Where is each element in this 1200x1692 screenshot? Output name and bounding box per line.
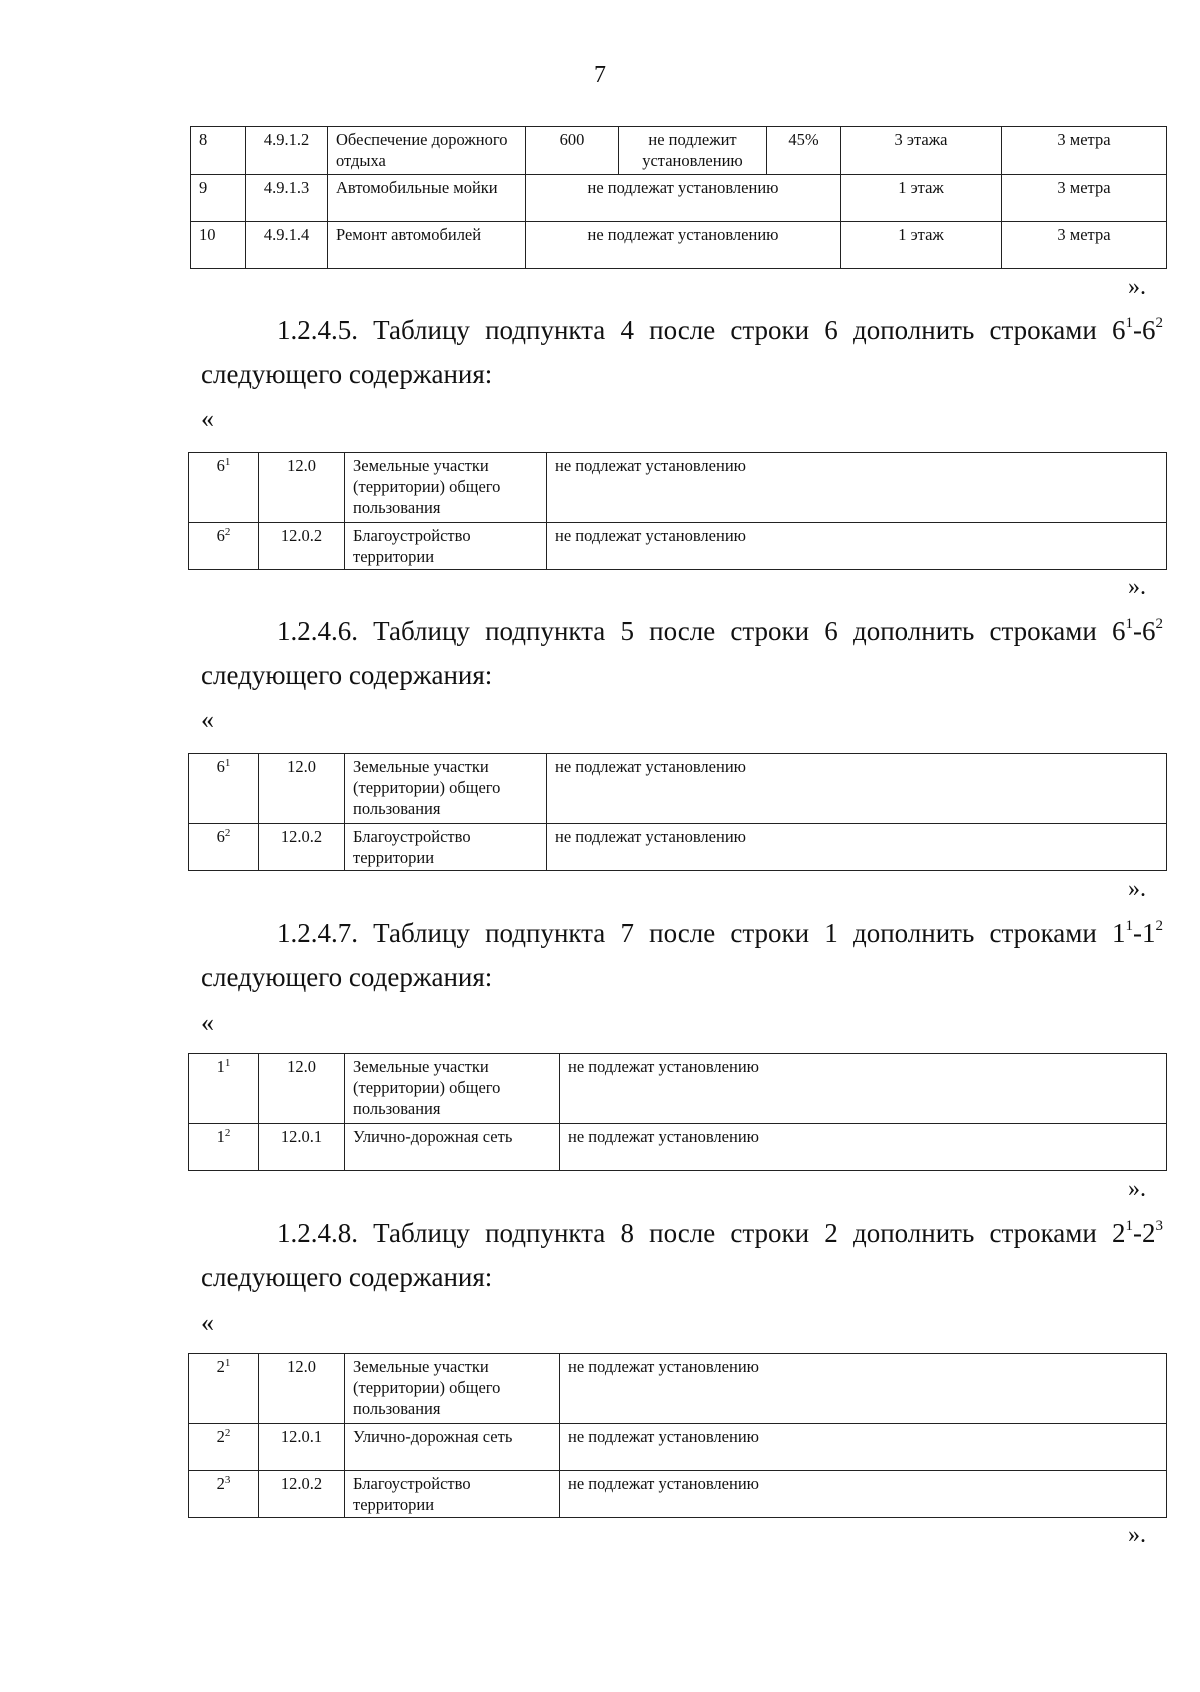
type-name: Земельные участки (территории) общего пользования — [345, 754, 547, 824]
type-code: 12.0.2 — [259, 824, 345, 871]
type-code: 12.0 — [259, 453, 345, 523]
parameter-value: не подлежат установлению — [560, 1354, 1167, 1424]
type-name: Земельные участки (территории) общего пользования — [345, 1354, 560, 1424]
type-name: Автомобильные мойки — [328, 175, 526, 222]
min-setback: 3 метра — [1002, 175, 1167, 222]
merged-parameters: не подлежат установлению — [526, 222, 841, 269]
type-code: 12.0.2 — [259, 523, 345, 570]
opening-quote: « — [201, 1308, 214, 1337]
table-top — [190, 126, 1167, 269]
row-number: $1^1$ — [189, 1054, 259, 1124]
row-number: $6^2$ — [189, 523, 259, 570]
closing-quote: ». — [1128, 1176, 1146, 1202]
type-name: Благоустройство территории — [345, 824, 547, 871]
amendment-table — [188, 1353, 1167, 1518]
table-row — [189, 523, 1167, 570]
parameter-value: не подлежат установлению — [560, 1424, 1167, 1471]
table-row — [189, 1471, 1167, 1518]
parameter-value: не подлежат установлению — [547, 824, 1167, 871]
min-setback: 3 метра — [1002, 127, 1167, 175]
merged-parameters: не подлежат установлению — [526, 175, 841, 222]
parameter-value: не подлежат установлению — [547, 453, 1167, 523]
amendment-paragraph: 1.2.4.6. Таблицу подпункта 5 после строки 6 дополнить строками $6^1-6^2$ следующего содержания: — [201, 609, 1163, 697]
paragraph-continuation: следующего содержания: — [201, 660, 493, 690]
type-code: 12.0 — [259, 754, 345, 824]
type-name: Благоустройство территории — [345, 523, 547, 570]
type-code: 12.0 — [259, 1054, 345, 1124]
amendment-paragraph: 1.2.4.5. Таблицу подпункта 4 после строки 6 дополнить строками $6^1-6^2$ следующего содержания: — [201, 308, 1163, 396]
amendment-table — [188, 753, 1167, 871]
table-row — [191, 127, 1167, 175]
table-row — [189, 1124, 1167, 1171]
amendment-table — [188, 1053, 1167, 1171]
parameter-value: не подлежат установлению — [547, 754, 1167, 824]
row-number: $2^3$ — [189, 1471, 259, 1518]
min-area: 600 — [526, 127, 619, 175]
row-number: $6^1$ — [189, 754, 259, 824]
amendment-paragraph: 1.2.4.7. Таблицу подпункта 7 после строки 1 дополнить строками $1^1-1^2$ следующего содержания: — [201, 911, 1163, 999]
type-code: 4.9.1.4 — [246, 222, 328, 269]
paragraph-continuation: следующего содержания: — [201, 359, 493, 389]
parameter-value: не подлежат установлению — [560, 1054, 1167, 1124]
type-name: Благоустройство территории — [345, 1471, 560, 1518]
table-row — [189, 453, 1167, 523]
paragraph-heading: 1.2.4.8. Таблицу подпункта 8 после строки 2 дополнить строками — [277, 1218, 1097, 1248]
row-number: 8 — [191, 127, 246, 175]
page-number: 7 — [594, 62, 606, 88]
paragraph-continuation: следующего содержания: — [201, 962, 493, 992]
opening-quote: « — [201, 1008, 214, 1037]
type-name: Земельные участки (территории) общего пользования — [345, 453, 547, 523]
opening-quote: « — [201, 705, 214, 734]
row-number: $2^1$ — [189, 1354, 259, 1424]
row-number: $1^2$ — [189, 1124, 259, 1171]
max-floors: 3 этажа — [841, 127, 1002, 175]
type-name: Улично-дорожная сеть — [345, 1424, 560, 1471]
table-row — [189, 754, 1167, 824]
type-name: Улично-дорожная сеть — [345, 1124, 560, 1171]
type-code: 12.0.1 — [259, 1424, 345, 1471]
type-code: 12.0.2 — [259, 1471, 345, 1518]
parameter-value: не подлежат установлению — [560, 1471, 1167, 1518]
paragraph-heading: 1.2.4.6. Таблицу подпункта 5 после строки 6 дополнить строками — [277, 616, 1097, 646]
type-code: 12.0 — [259, 1354, 345, 1424]
max-area: не подлежит установлению — [619, 127, 767, 175]
opening-quote: « — [201, 404, 214, 433]
closing-quote: ». — [1128, 1522, 1146, 1548]
row-number: 10 — [191, 222, 246, 269]
paragraph-continuation: следующего содержания: — [201, 1262, 493, 1292]
row-number: $2^2$ — [189, 1424, 259, 1471]
row-number: $6^2$ — [189, 824, 259, 871]
paragraph-heading: 1.2.4.7. Таблицу подпункта 7 после строки 1 дополнить строками — [277, 918, 1097, 948]
row-number: $6^1$ — [189, 453, 259, 523]
table-row — [189, 1054, 1167, 1124]
paragraph-heading: 1.2.4.5. Таблицу подпункта 4 после строки 6 дополнить строками — [277, 315, 1097, 345]
type-code: 4.9.1.2 — [246, 127, 328, 175]
closing-quote: ». — [1128, 876, 1146, 902]
table-row — [189, 824, 1167, 871]
table-row — [191, 175, 1167, 222]
closing-quote: ». — [1128, 574, 1146, 600]
amendment-paragraph: 1.2.4.8. Таблицу подпункта 8 после строки 2 дополнить строками $2^1-2^3$ следующего содержания: — [201, 1211, 1163, 1299]
type-name: Земельные участки (территории) общего пользования — [345, 1054, 560, 1124]
table-row — [191, 222, 1167, 269]
max-floors: 1 этаж — [841, 175, 1002, 222]
row-number: 9 — [191, 175, 246, 222]
closing-quote: ». — [1128, 274, 1146, 300]
type-name: Обеспечение дорожного отдыха — [328, 127, 526, 175]
type-code: 4.9.1.3 — [246, 175, 328, 222]
table-row — [189, 1354, 1167, 1424]
table-row — [189, 1424, 1167, 1471]
parameter-value: не подлежат установлению — [560, 1124, 1167, 1171]
min-setback: 3 метра — [1002, 222, 1167, 269]
type-code: 12.0.1 — [259, 1124, 345, 1171]
type-name: Ремонт автомобилей — [328, 222, 526, 269]
amendment-table — [188, 452, 1167, 570]
max-floors: 1 этаж — [841, 222, 1002, 269]
coverage-percent: 45% — [767, 127, 841, 175]
parameter-value: не подлежат установлению — [547, 523, 1167, 570]
